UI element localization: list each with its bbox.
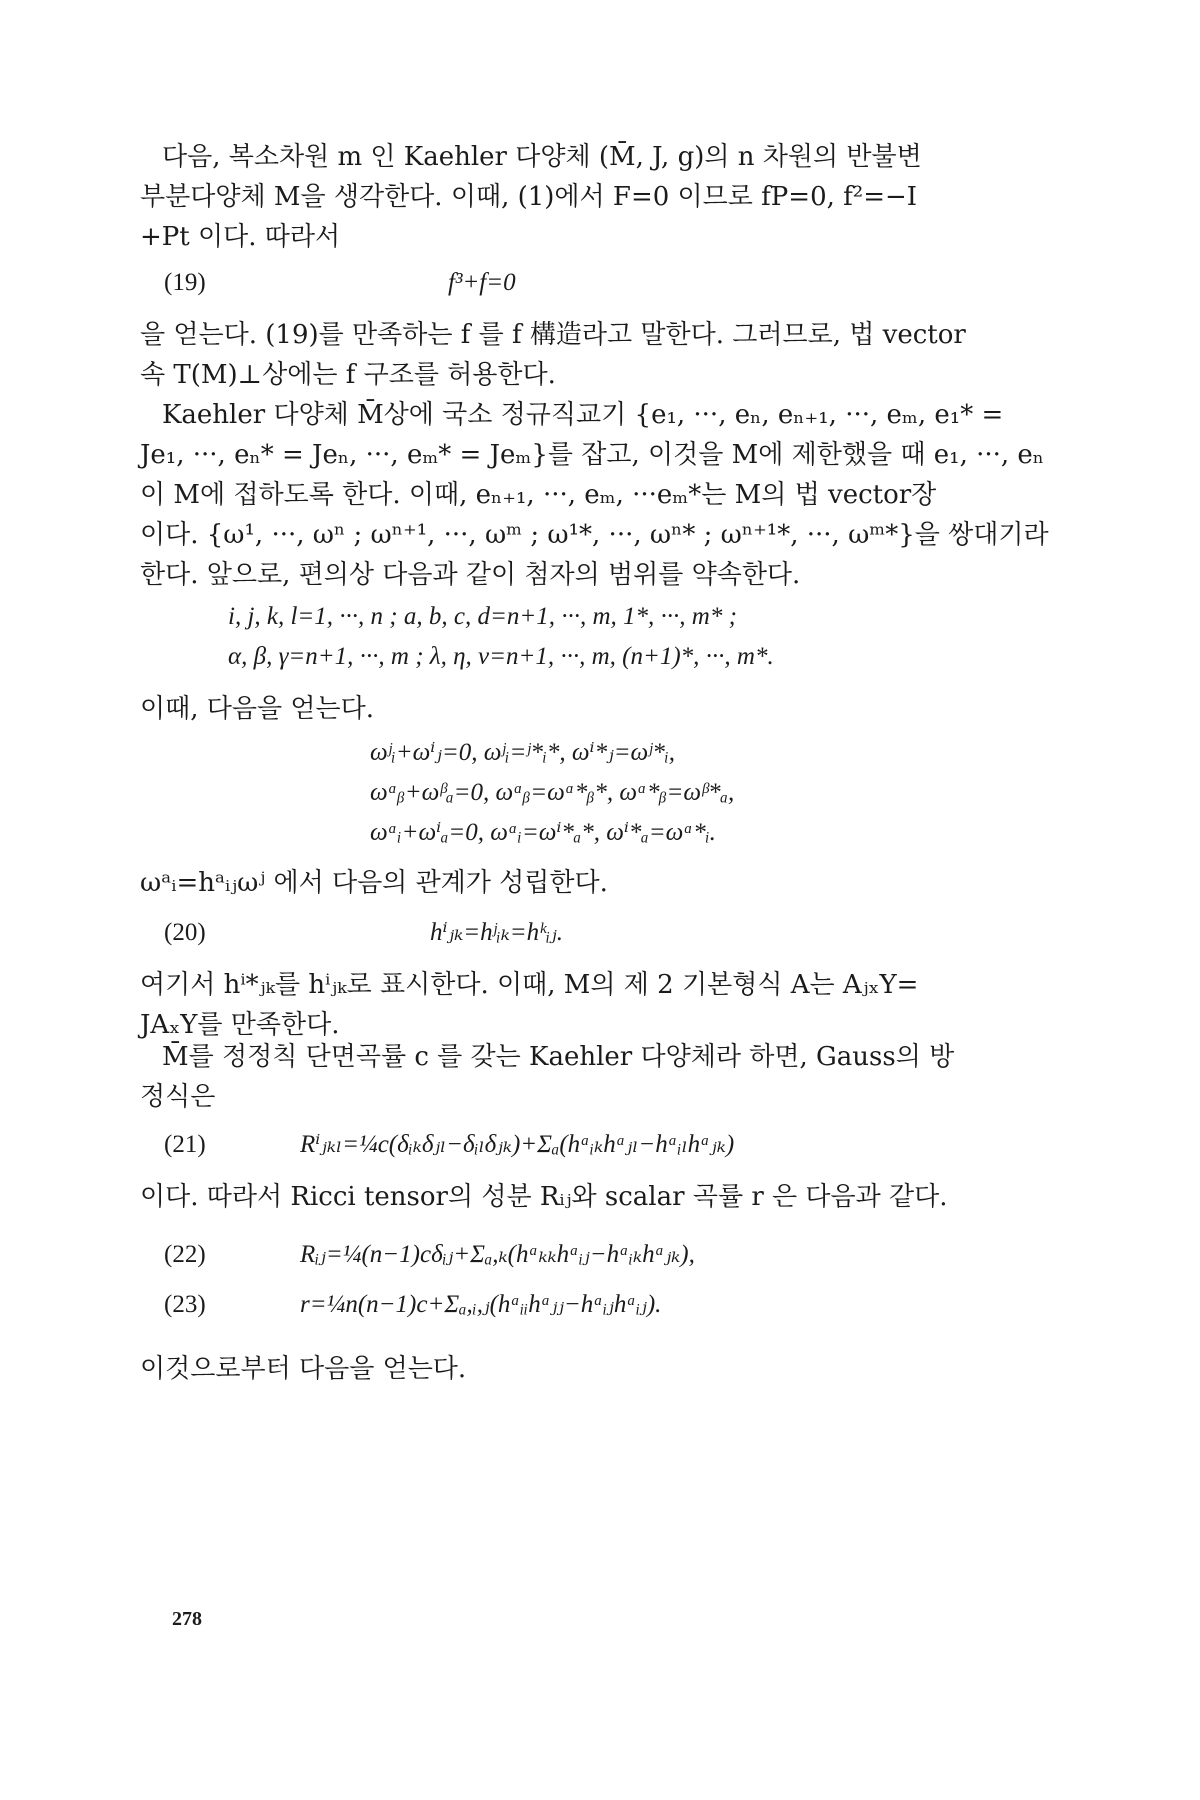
equation-23: r=¼n(n−1)c+Σₐ,ᵢ,ⱼ(hᵃᵢᵢhᵃⱼⱼ−hᵃᵢⱼhᵃᵢⱼ). [300,1291,662,1318]
text-line: 이다. {ω¹, ···, ωⁿ ; ωⁿ⁺¹, ···, ωᵐ ; ω¹*, ···, ωⁿ* ; ωⁿ⁺¹*, ···, ωᵐ*}을 쌍대기라 [140,520,1049,550]
connection-equation: ωᵅᵢ+ωⁱₐ=0, ωᵅᵢ=ωⁱ*ₐ*, ωⁱ*ₐ=ωᵅ*ᵢ. [370,819,716,846]
index-range: α, β, γ=n+1, ···, m ; λ, η, ν=n+1, ···, m, (n+1)*, ···, m*. [228,643,774,670]
text-line: 이것으로부터 다음을 얻는다. [140,1354,467,1384]
text-line: 여기서 hⁱ*ⱼₖ를 hⁱⱼₖ로 표시한다. 이때, M의 제 2 기본형식 A는 AⱼₓY= [140,970,919,1000]
index-range: i, j, k, l=1, ···, n ; a, b, c, d=n+1, ···, m, 1*, ···, m* ; [228,603,737,630]
equation-number: (19) [164,269,206,296]
text-line: 다음, 복소차원 m 인 Kaehler 다양체 (M̄, J, g)의 n 차원의 반불변 [162,142,922,172]
text-line: JAₓY를 만족한다. [140,1010,340,1040]
text-line: 정식은 [140,1082,216,1112]
connection-equation: ωᵅᵦ+ωᵝₐ=0, ωᵅᵦ=ωᵅ*ᵦ*, ωᵅ*ᵦ=ωᵝ*ₐ, [370,779,735,806]
equation-20: hⁱⱼₖ=hʲᵢₖ=hᵏᵢⱼ. [430,919,564,946]
text-line: M̄를 정정칙 단면곡률 c 를 갖는 Kaehler 다양체라 하면, Gauss의 방 [162,1042,955,1072]
equation-21: Rⁱⱼₖₗ=¼c(δᵢₖδⱼₗ−δᵢₗδⱼₖ)+Σₐ(hᵃᵢₖhᵃⱼₗ−hᵃᵢₗhᵃⱼₖ) [300,1131,735,1158]
text-line: Je₁, ···, eₙ* = Jeₙ, ···, eₘ* = Jeₘ}를 잡고, 이것을 M에 제한했을 때 e₁, ···, eₙ [140,440,1045,470]
equation-19: f³+f=0 [448,269,516,296]
text-line: Kaehler 다양체 M̄상에 국소 정규직교기 {e₁, ···, eₙ, eₙ₊₁, ···, eₘ, e₁* = [162,400,1004,430]
text-line: 부분다양체 M을 생각한다. 이때, (1)에서 F=0 이므로 fP=0, f²=−I [140,182,918,212]
connection-equation: ωʲᵢ+ωⁱⱼ=0, ωʲᵢ=ʲ*ᵢ*, ωⁱ*ⱼ=ωʲ*ᵢ, [370,739,676,766]
equation-number: (23) [164,1291,206,1318]
text-line: 속 T(M)⊥상에는 f 구조를 허용한다. [140,360,556,390]
text-line: 이때, 다음을 얻는다. [140,694,374,724]
text-line: 을 얻는다. (19)를 만족하는 f 를 f 構造라고 말한다. 그러므로, 법 vector [140,320,966,350]
equation-22: Rᵢⱼ=¼(n−1)cδᵢⱼ+Σₐ,ₖ(hᵃₖₖhᵃᵢⱼ−hᵃᵢₖhᵃⱼₖ), [300,1241,695,1268]
text-line: ωᵃᵢ=hᵃᵢⱼωʲ 에서 다음의 관계가 성립한다. [140,868,608,898]
page-number: 278 [172,1608,202,1630]
equation-number: (22) [164,1241,206,1268]
text-line: +Pt 이다. 따라서 [140,222,341,252]
equation-number: (21) [164,1131,206,1158]
text-line: 이 M에 접하도록 한다. 이때, eₙ₊₁, ···, eₘ, ···eₘ*는 M의 법 vector장 [140,480,937,510]
equation-number: (20) [164,919,206,946]
text-line: 이다. 따라서 Ricci tensor의 성분 Rᵢⱼ와 scalar 곡률 r 은 다음과 같다. [140,1182,948,1212]
text-line: 한다. 앞으로, 편의상 다음과 같이 첨자의 범위를 약속한다. [140,560,801,590]
